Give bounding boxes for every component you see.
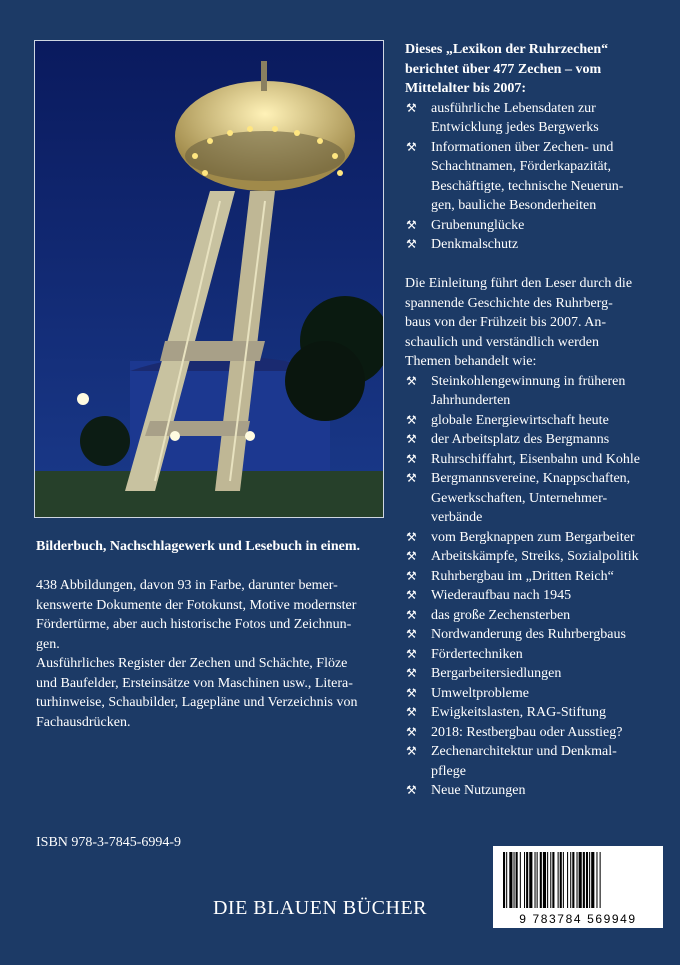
barcode-bar <box>543 852 546 908</box>
barcode-bar <box>586 852 588 908</box>
list-item: ⚒ der Arbeitsplatz des Bergmanns <box>405 430 667 450</box>
desc-line: kenswerte Dokumente der Fotokunst, Motive modernster <box>36 597 357 613</box>
hammer-pick-icon: ⚒ <box>406 568 417 583</box>
hammer-pick-icon: ⚒ <box>406 549 417 563</box>
hammer-pick-icon: ⚒ <box>406 744 417 758</box>
hammer-pick-icon: ⚒ <box>406 685 417 700</box>
barcode-bar <box>509 852 512 908</box>
hammer-pick-icon: ⚒ <box>406 646 417 661</box>
barcode-bar <box>563 852 564 908</box>
barcode-bar <box>567 852 568 908</box>
hammer-pick-icon: ⚒ <box>406 373 417 388</box>
list-item: ⚒ Steinkohlengewinnung in früheren Jahrhunderten <box>406 373 626 408</box>
barcode-bar <box>506 852 507 908</box>
list-item: ⚒ Zechenarchitektur und Denkmal- pflege <box>406 744 617 779</box>
barcode-bar <box>547 852 548 908</box>
list-item: ⚒ Fördertechniken <box>405 645 667 665</box>
hammer-pick-icon: ⚒ <box>406 471 417 485</box>
list-item: ⚒ Bergarbeitersiedlungen <box>405 664 667 684</box>
right-column <box>405 40 667 801</box>
barcode-bar <box>552 852 554 908</box>
list-item: ⚒ vom Bergknappen zum Bergarbeiter <box>405 528 667 548</box>
list-item: ⚒ das große Zechensterben <box>405 606 667 626</box>
feature-list <box>405 99 667 255</box>
list-item: ⚒ Ruhrbergbau im „Dritten Reich“ <box>405 567 667 587</box>
barcode-bar <box>596 852 597 908</box>
hammer-pick-icon: ⚒ <box>406 451 417 466</box>
list-item: ⚒ Umweltprobleme <box>405 684 667 704</box>
list-item: ⚒ Bergmannsvereine, Knappschaften, Gewerkschaften, Unternehmer- verbände <box>406 471 631 525</box>
desc-line: und Baufelder, Ersteinsätze von Maschinen usw., Litera- <box>36 675 353 691</box>
barcode-bar <box>503 852 505 908</box>
list-item: ⚒ ausführliche Lebensdaten zur Entwicklung jedes Bergwerks <box>406 100 599 135</box>
list-item: ⚒ Grubenunglücke <box>405 216 667 236</box>
intro-paragraph: Die Einleitung führt den Leser durch die spannende Geschichte des Ruhrberg- baus von der Frühzeit bis 2007. An- schaulich und verständlich werden Themen behandelt wie: <box>405 276 633 369</box>
barcode-bar <box>577 852 578 908</box>
barcode-bar <box>572 852 574 908</box>
barcode-bar <box>600 852 601 908</box>
list-item: ⚒ Ewigkeitslasten, RAG-Stiftung <box>405 703 667 723</box>
barcode-bar <box>589 852 590 908</box>
hammer-pick-icon: ⚒ <box>406 724 417 739</box>
barcode-bar <box>570 852 571 908</box>
isbn: ISBN 978-3-7845-6994-9 <box>36 835 182 850</box>
hammer-pick-icon: ⚒ <box>406 588 417 602</box>
list-item: ⚒ Ruhrschiffahrt, Eisenbahn und Kohle <box>405 450 667 470</box>
barcode-bar <box>524 852 525 908</box>
barcode-bar <box>529 852 532 908</box>
barcode-bar <box>583 852 585 908</box>
hammer-pick-icon: ⚒ <box>406 100 417 115</box>
barcode-bar <box>526 852 528 908</box>
description <box>36 576 388 732</box>
barcode-bar <box>579 852 582 908</box>
desc-line: Fachausdrücken. <box>36 714 131 730</box>
tagline: Bilderbuch, Nachschlagewerk und Lesebuch in einem. <box>36 539 360 554</box>
barcode-bar <box>537 852 538 908</box>
barcode-digits: 9 783784 569949 <box>519 912 637 926</box>
list-item: ⚒ Arbeitskämpfe, Streiks, Sozialpolitik <box>405 547 667 567</box>
hammer-pick-icon: ⚒ <box>406 237 417 251</box>
hammer-pick-icon: ⚒ <box>406 666 417 680</box>
publisher-name: DIE BLAUEN BÜCHER <box>212 897 428 919</box>
barcode-bar <box>540 852 542 908</box>
barcode-bar <box>535 852 536 908</box>
desc-line: 438 Abbildungen, davon 93 in Farbe, darunter bemer- <box>36 578 338 593</box>
topic-list <box>405 372 667 801</box>
hammer-pick-icon: ⚒ <box>406 705 417 719</box>
barcode-bar <box>516 852 518 908</box>
barcode-bar <box>514 852 515 908</box>
barcode-bar <box>520 852 521 908</box>
cover-photo <box>34 40 384 518</box>
hammer-pick-icon: ⚒ <box>406 217 417 232</box>
hammer-pick-icon: ⚒ <box>406 432 417 446</box>
barcode-bar <box>560 852 562 908</box>
barcode-bar <box>558 852 559 908</box>
barcode-bar <box>550 852 551 908</box>
hammer-pick-icon: ⚒ <box>406 627 417 641</box>
intro-heading: Dieses „Lexikon der Ruhrzechen“ berichtet über 477 Zechen – vom Mittelalter bis 2007: <box>405 42 609 96</box>
list-item: ⚒ 2018: Restbergbau oder Ausstieg? <box>405 723 667 743</box>
hammer-pick-icon: ⚒ <box>406 139 417 154</box>
list-item: ⚒ Wiederaufbau nach 1945 <box>405 586 667 606</box>
desc-line: gen. <box>36 636 60 652</box>
list-item: ⚒ Nordwanderung des Ruhrbergbaus <box>405 625 667 645</box>
hammer-pick-icon: ⚒ <box>406 783 417 797</box>
hammer-pick-icon: ⚒ <box>406 607 417 622</box>
list-item: ⚒ globale Energiewirtschaft heute <box>405 411 667 431</box>
desc-line: Ausführliches Register der Zechen und Schächte, Flöze <box>36 656 348 671</box>
list-item: ⚒ Informationen über Zechen- und Schachtnamen, Förderkapazität, Beschäftigte, technische Neuerun- gen, bauliche Besonderheiten <box>406 139 624 213</box>
list-item: ⚒ Denkmalschutz <box>405 235 667 255</box>
barcode-bar <box>591 852 594 908</box>
barcode <box>493 846 663 928</box>
desc-line: Fördertürme, aber auch historische Fotos und Zeichnun- <box>36 617 352 632</box>
list-item: ⚒ Neue Nutzungen <box>405 781 667 801</box>
hammer-pick-icon: ⚒ <box>406 529 417 544</box>
desc-line: turhinweise, Schaubilder, Lagepläne und Verzeichnis von <box>36 695 358 710</box>
hammer-pick-icon: ⚒ <box>406 412 417 427</box>
